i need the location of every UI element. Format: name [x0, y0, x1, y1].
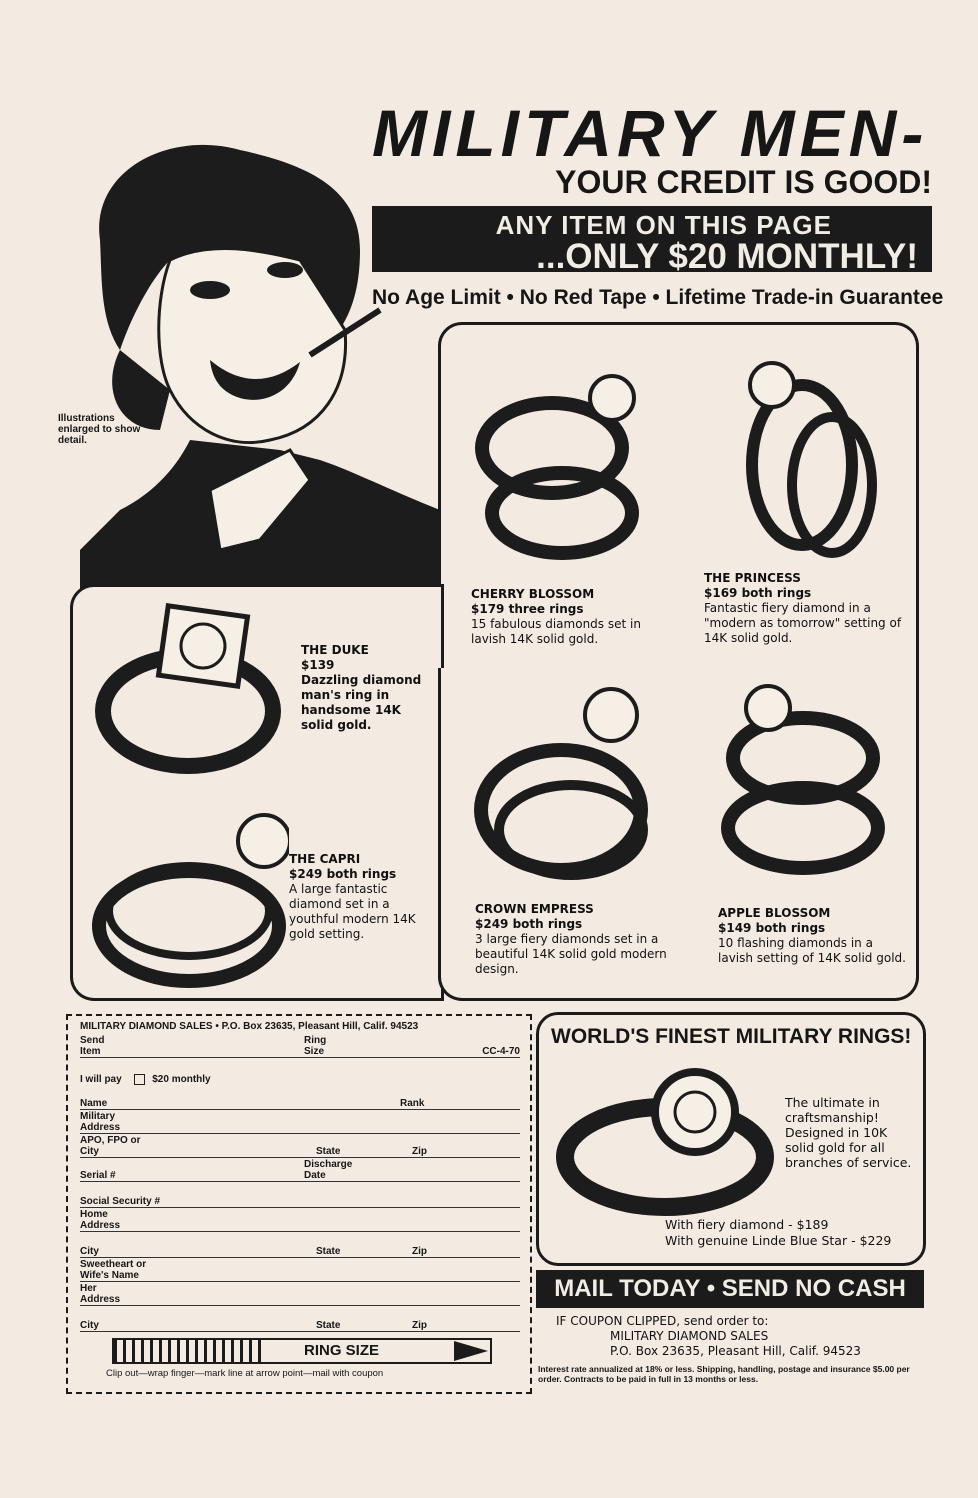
order-address-block [556, 1314, 916, 1359]
product-desc: 3 large fiery diamonds set in a beautiful 14K solid gold modern design. [475, 932, 667, 976]
product-desc: 10 flashing diamonds in a lavish setting of 14K solid gold. [718, 936, 906, 965]
send-item-field[interactable] [80, 1035, 520, 1058]
product-price: $249 both rings [289, 867, 397, 881]
apo-city-field[interactable] [80, 1135, 520, 1158]
name-field[interactable] [80, 1096, 520, 1110]
featured-title: WORLD'S FINEST MILITARY RINGS! [551, 1025, 912, 1048]
home-address-field[interactable] [80, 1209, 520, 1232]
discharge-label: Discharge Date [304, 1159, 353, 1181]
state-label: State [316, 1320, 341, 1331]
woman-illustration [60, 130, 440, 600]
headline: MILITARY MEN- [372, 96, 929, 170]
military-address-field[interactable] [80, 1111, 520, 1134]
product-price: $249 both rings [475, 917, 583, 931]
featured-desc: The ultimate in craftsmanship! Designed in 10K solid gold for all branches of service. [785, 1095, 912, 1170]
product-name: THE DUKE [301, 643, 369, 657]
clip-instructions: Clip out—wrap finger—mark line at arrow point—mail with coupon [106, 1368, 384, 1379]
gauge-ticks [114, 1340, 264, 1362]
product-panel-the-duke [70, 584, 444, 794]
name-label: Name [80, 1098, 108, 1109]
product-panel-the-princess [682, 322, 919, 674]
ring-icon [93, 601, 283, 776]
will-pay-label: I will pay [80, 1074, 122, 1086]
product-price: $149 both rings [718, 921, 826, 935]
zip-label: Zip [412, 1320, 427, 1331]
arrow-icon [454, 1341, 488, 1361]
social-security-field[interactable] [80, 1194, 520, 1208]
product-desc: A large fantastic diamond set in a youthful modern 14K gold setting. [289, 882, 416, 941]
her-address-label: Her Address [80, 1283, 121, 1305]
ring-icon [467, 353, 657, 573]
monthly-banner [372, 206, 932, 276]
city-field[interactable] [80, 1244, 520, 1258]
product-name: CROWN EMPRESS [475, 902, 594, 916]
subheadline: YOUR CREDIT IS GOOD! [555, 164, 932, 200]
monthly-label: $20 monthly [152, 1074, 211, 1086]
product-desc: Fantastic fiery diamond in a "modern as tomorrow" setting of 14K solid gold. [704, 601, 902, 645]
order-coupon [66, 1014, 532, 1394]
zip-label: Zip [412, 1246, 427, 1257]
order-line-1: IF COUPON CLIPPED, send order to: [556, 1314, 769, 1328]
sweetheart-label: Sweetheart or Wife's Name [80, 1259, 147, 1281]
monthly-checkbox[interactable] [134, 1074, 145, 1085]
ring-icon [712, 345, 892, 565]
class-ring-icon [555, 1067, 781, 1217]
product-panel-crown-empress [438, 668, 688, 1001]
order-line-3: P.O. Box 23635, Pleasant Hill, Calif. 94523 [610, 1344, 861, 1358]
banner-line-1: ANY ITEM ON THIS PAGE [495, 210, 832, 240]
will-pay-row [80, 1074, 211, 1085]
price-diamond: With fiery diamond - $189 [665, 1217, 829, 1232]
tagline: No Age Limit • No Red Tape • Lifetime Trade-in Guarantee [372, 286, 944, 309]
military-address-label: Military Address [80, 1111, 121, 1133]
product-price: $169 both rings [704, 586, 812, 600]
product-price: $179 three rings [471, 602, 584, 616]
ring-icon [708, 678, 898, 888]
product-desc: Dazzling diamond man's ring in handsome 14K solid gold. [301, 673, 422, 732]
mail-today-banner: MAIL TODAY • SEND NO CASH [536, 1270, 924, 1308]
price-blue-star: With genuine Linde Blue Star - $229 [665, 1233, 892, 1248]
coupon-code: CC-4-70 [482, 1046, 520, 1057]
product-panel-cherry-blossom [438, 322, 688, 674]
state-label: State [316, 1246, 341, 1257]
sweetheart-field[interactable] [80, 1259, 520, 1282]
home-address-label: Home Address [80, 1209, 121, 1231]
product-price: $139 [301, 658, 335, 672]
product-name: THE PRINCESS [704, 571, 801, 585]
ring-size-gauge[interactable] [112, 1338, 492, 1364]
rank-label: Rank [400, 1098, 425, 1109]
product-name: THE CAPRI [289, 852, 361, 866]
product-name: APPLE BLOSSOM [718, 906, 831, 920]
zip-label: Zip [412, 1146, 427, 1157]
city-field-2[interactable] [80, 1318, 520, 1332]
illustration-note: Illustrations enlarged to show detail. [58, 413, 141, 446]
product-desc: 15 fabulous diamonds set in lavish 14K solid gold. [471, 617, 641, 646]
social-label: Social Security # [80, 1196, 161, 1207]
city-label: City [80, 1320, 99, 1331]
her-address-field[interactable] [80, 1283, 520, 1306]
state-label: State [316, 1146, 341, 1157]
city-label: City [80, 1246, 99, 1257]
serial-field[interactable] [80, 1159, 520, 1182]
product-name: CHERRY BLOSSOM [471, 587, 595, 601]
product-panel-apple-blossom [682, 668, 919, 1001]
apo-label: APO, FPO or City [80, 1135, 141, 1157]
send-item-label: Send Item [80, 1035, 105, 1057]
ring-icon [89, 796, 289, 991]
order-line-2: MILITARY DIAMOND SALES [610, 1329, 769, 1343]
coupon-header: MILITARY DIAMOND SALES • P.O. Box 23635, Pleasant Hill, Calif. 94523 [80, 1021, 419, 1032]
serial-label: Serial # [80, 1170, 116, 1181]
product-panel-the-capri [70, 788, 444, 1001]
ring-size-label: Ring Size [304, 1035, 327, 1057]
ring-size-text: RING SIZE [304, 1342, 380, 1359]
banner-line-2: ...ONLY $20 MONTHLY! [536, 237, 918, 276]
fine-print: Interest rate annualized at 18% or less. Shipping, handling, postage and insurance $5.00 per order. Contracts to be paid in full in 13 months or less. [538, 1364, 910, 1384]
military-rings-box [536, 1012, 926, 1266]
ring-icon [471, 680, 661, 890]
